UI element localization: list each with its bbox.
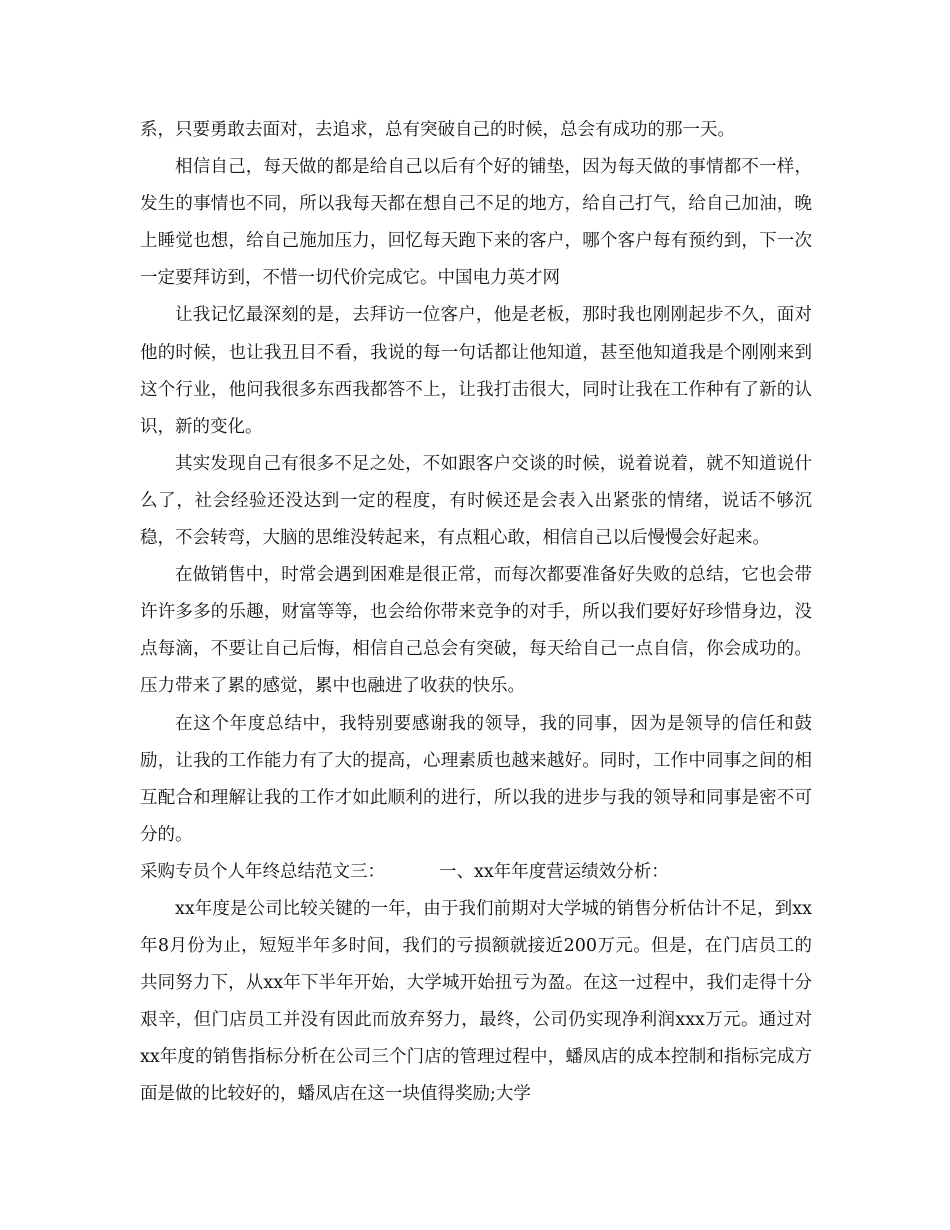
paragraph-6: 在这个年度总结中，我特别要感谢我的领导，我的同事，因为是领导的信任和鼓励，让我的工作能力有了大的提高，心理素质也越来越好。同时，工作中同事之间的相互配合和理解让我的工作才如此顺利的进行，所以我的进步与我的领导和同事是密不可分的。 [140,713,812,845]
section-heading [140,854,812,891]
paragraph-7: xx年度是公司比较关键的一年，由于我们前期对大学城的销售分析估计不足，到xx年8月份为止，短短半年多时间，我们的亏损额就接近200万元。但是，在门店员工的共同努力下，从xx年下半年开始，大学城开始扭亏为盈。在这一过程中，我们走得十分艰辛，但门店员工并没有因此而放弃努力，最终，公司仍实现净利润xxx万元。通过对xx年度的销售指标分析在公司三个门店的管理过程中，蟠凤店的成本控制和指标完成方面是做的比较好的，蟠凤店在这一块值得奖励;大学 [140,898,812,1105]
section-heading-subtitle: 一、xx年年度营运绩效分析： [439,861,669,882]
paragraph-3: 让我记忆最深刻的是，去拜访一位客户，他是老板，那时我也刚刚起步不久，面对他的时候，也让我丑目不看，我说的每一句话都让他知道，甚至他知道我是个刚刚来到这个行业，他问我很多东西我都答不上，让我打击很大，同时让我在工作种有了新的认识，新的变化。 [140,305,812,437]
section-heading-title: 采购专员个人年终总结范文三： [140,861,385,882]
paragraph-1: 系，只要勇敢去面对，去追求，总有突破自己的时候，总会有成功的那一天。 [140,120,735,140]
document-body [140,112,812,1114]
paragraph-4: 其实发现自己有很多不足之处，不如跟客户交谈的时候，说着说着，就不知道说什么了，社会经验还没达到一定的程度，有时候还是会表入出紧张的情绪，说话不够沉稳，不会转弯，大脑的思维没转起来，有点粗心敢，相信自己以后慢慢会好起来。 [140,453,812,549]
paragraph-2: 相信自己，每天做的都是给自己以后有个好的铺垫，因为每天做的事情都不一样，发生的事情也不同，所以我每天都在想自己不足的地方，给自己打气，给自己加油，晚上睡觉也想，给自己施加压力，回忆每天跑下来的客户，哪个客户每有预约到，下一次一定要拜访到，不惜一切代价完成它。中国电力英才网 [140,157,812,289]
paragraph-5: 在做销售中，时常会遇到困难是很正常，而每次都要准备好失败的总结，它也会带许许多多的乐趣，财富等等，也会给你带来竞争的对手，所以我们要好好珍惜身边，没点每滴，不要让自己后悔，相信自己总会有突破，每天给自己一点自信，你会成功的。压力带来了累的感觉，累中也融进了收获的快乐。 [140,565,812,697]
